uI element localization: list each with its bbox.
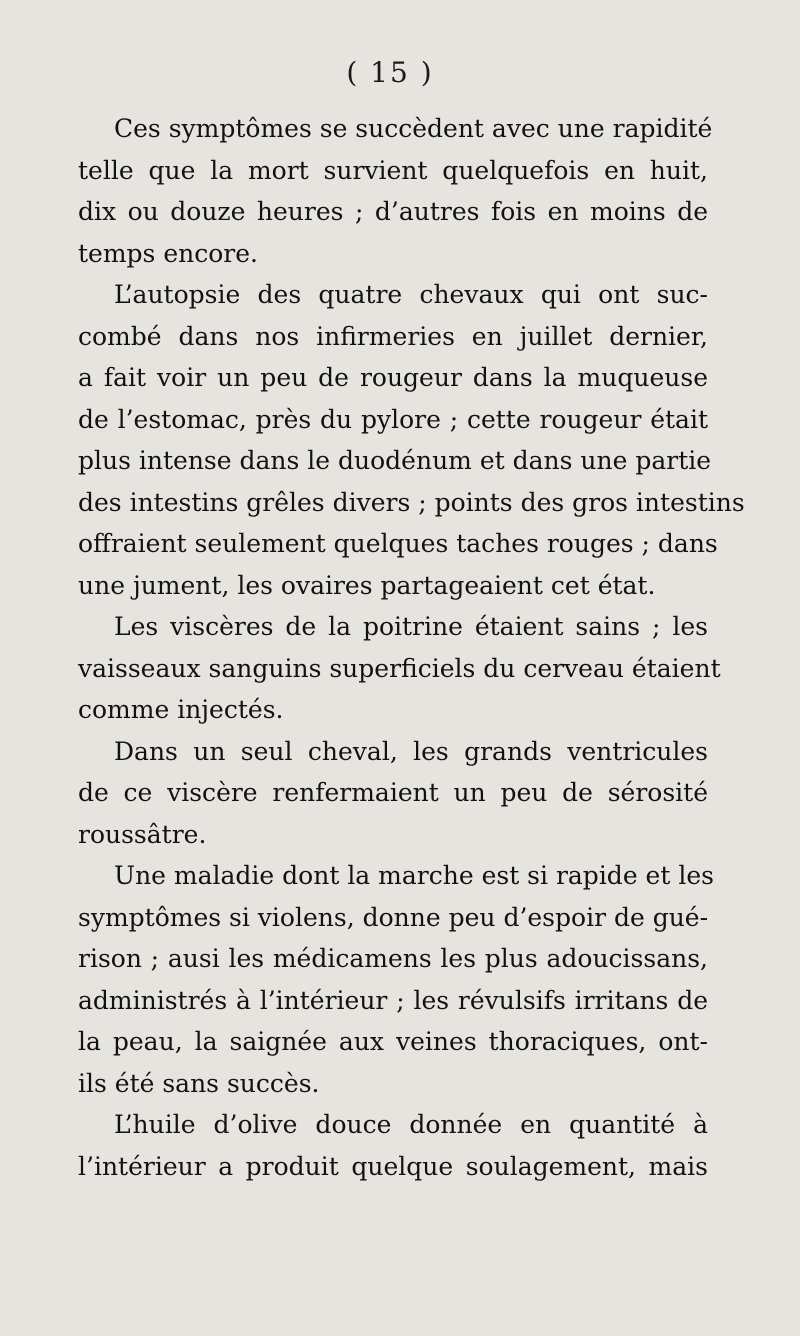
text-line: plus intense dans le duodénum et dans une partie xyxy=(78,446,712,475)
text-line: ils été sans succès. xyxy=(78,1068,320,1098)
text-line: L’huile d’olive douce donnée en quantité à xyxy=(114,1110,708,1139)
text-line: comme injectés. xyxy=(78,695,284,724)
text-line: de ce viscère renfermaient un peu de sérosité xyxy=(78,778,708,807)
body-text xyxy=(78,108,745,1187)
text-line: offraient seulement quelques taches rouges ; dans xyxy=(78,529,718,558)
text-line: de l’estomac, près du pylore ; cette rougeur était xyxy=(78,404,708,434)
text-line: la peau, la saignée aux veines thoraciques, ont- xyxy=(78,1027,708,1056)
text-line: roussâtre. xyxy=(78,819,207,849)
text-line: temps encore. xyxy=(78,238,258,268)
text-line: symptômes si violens, donne peu d’espoir de gué- xyxy=(78,902,709,932)
text-line: telle que la mort survient quelquefois en huit, xyxy=(78,155,708,185)
text-line: administrés à l’intérieur ; les révulsifs irritans de xyxy=(78,985,708,1015)
text-line: Ces symptômes se succèdent avec une rapidité xyxy=(114,114,713,143)
text-line: l’intérieur a produit quelque soulagement, mais xyxy=(78,1151,708,1181)
text-line: dix ou douze heures ; d’autres fois en moins de xyxy=(78,197,708,226)
text-line: a fait voir un peu de rougeur dans la muqueuse xyxy=(78,363,708,392)
text-line: des intestins grêles divers ; points des gros intestins xyxy=(78,487,745,517)
text-line: Dans un seul cheval, les grands ventricules xyxy=(114,736,708,766)
text-line: vaisseaux sanguins superficiels du cerveau étaient xyxy=(78,653,721,683)
page-number: ( 15 ) xyxy=(346,56,434,89)
text-line: L’autopsie des quatre chevaux qui ont suc- xyxy=(114,280,708,309)
text-line: Une maladie dont la marche est si rapide et les xyxy=(114,861,714,890)
text-line: une jument, les ovaires partageaient cet état. xyxy=(78,570,656,600)
text-line: rison ; ausi les médicamens les plus adoucissans, xyxy=(78,944,708,973)
text-line: combé dans nos infirmeries en juillet dernier, xyxy=(78,321,708,351)
text-line: Les viscères de la poitrine étaient sains ; les xyxy=(114,612,708,641)
